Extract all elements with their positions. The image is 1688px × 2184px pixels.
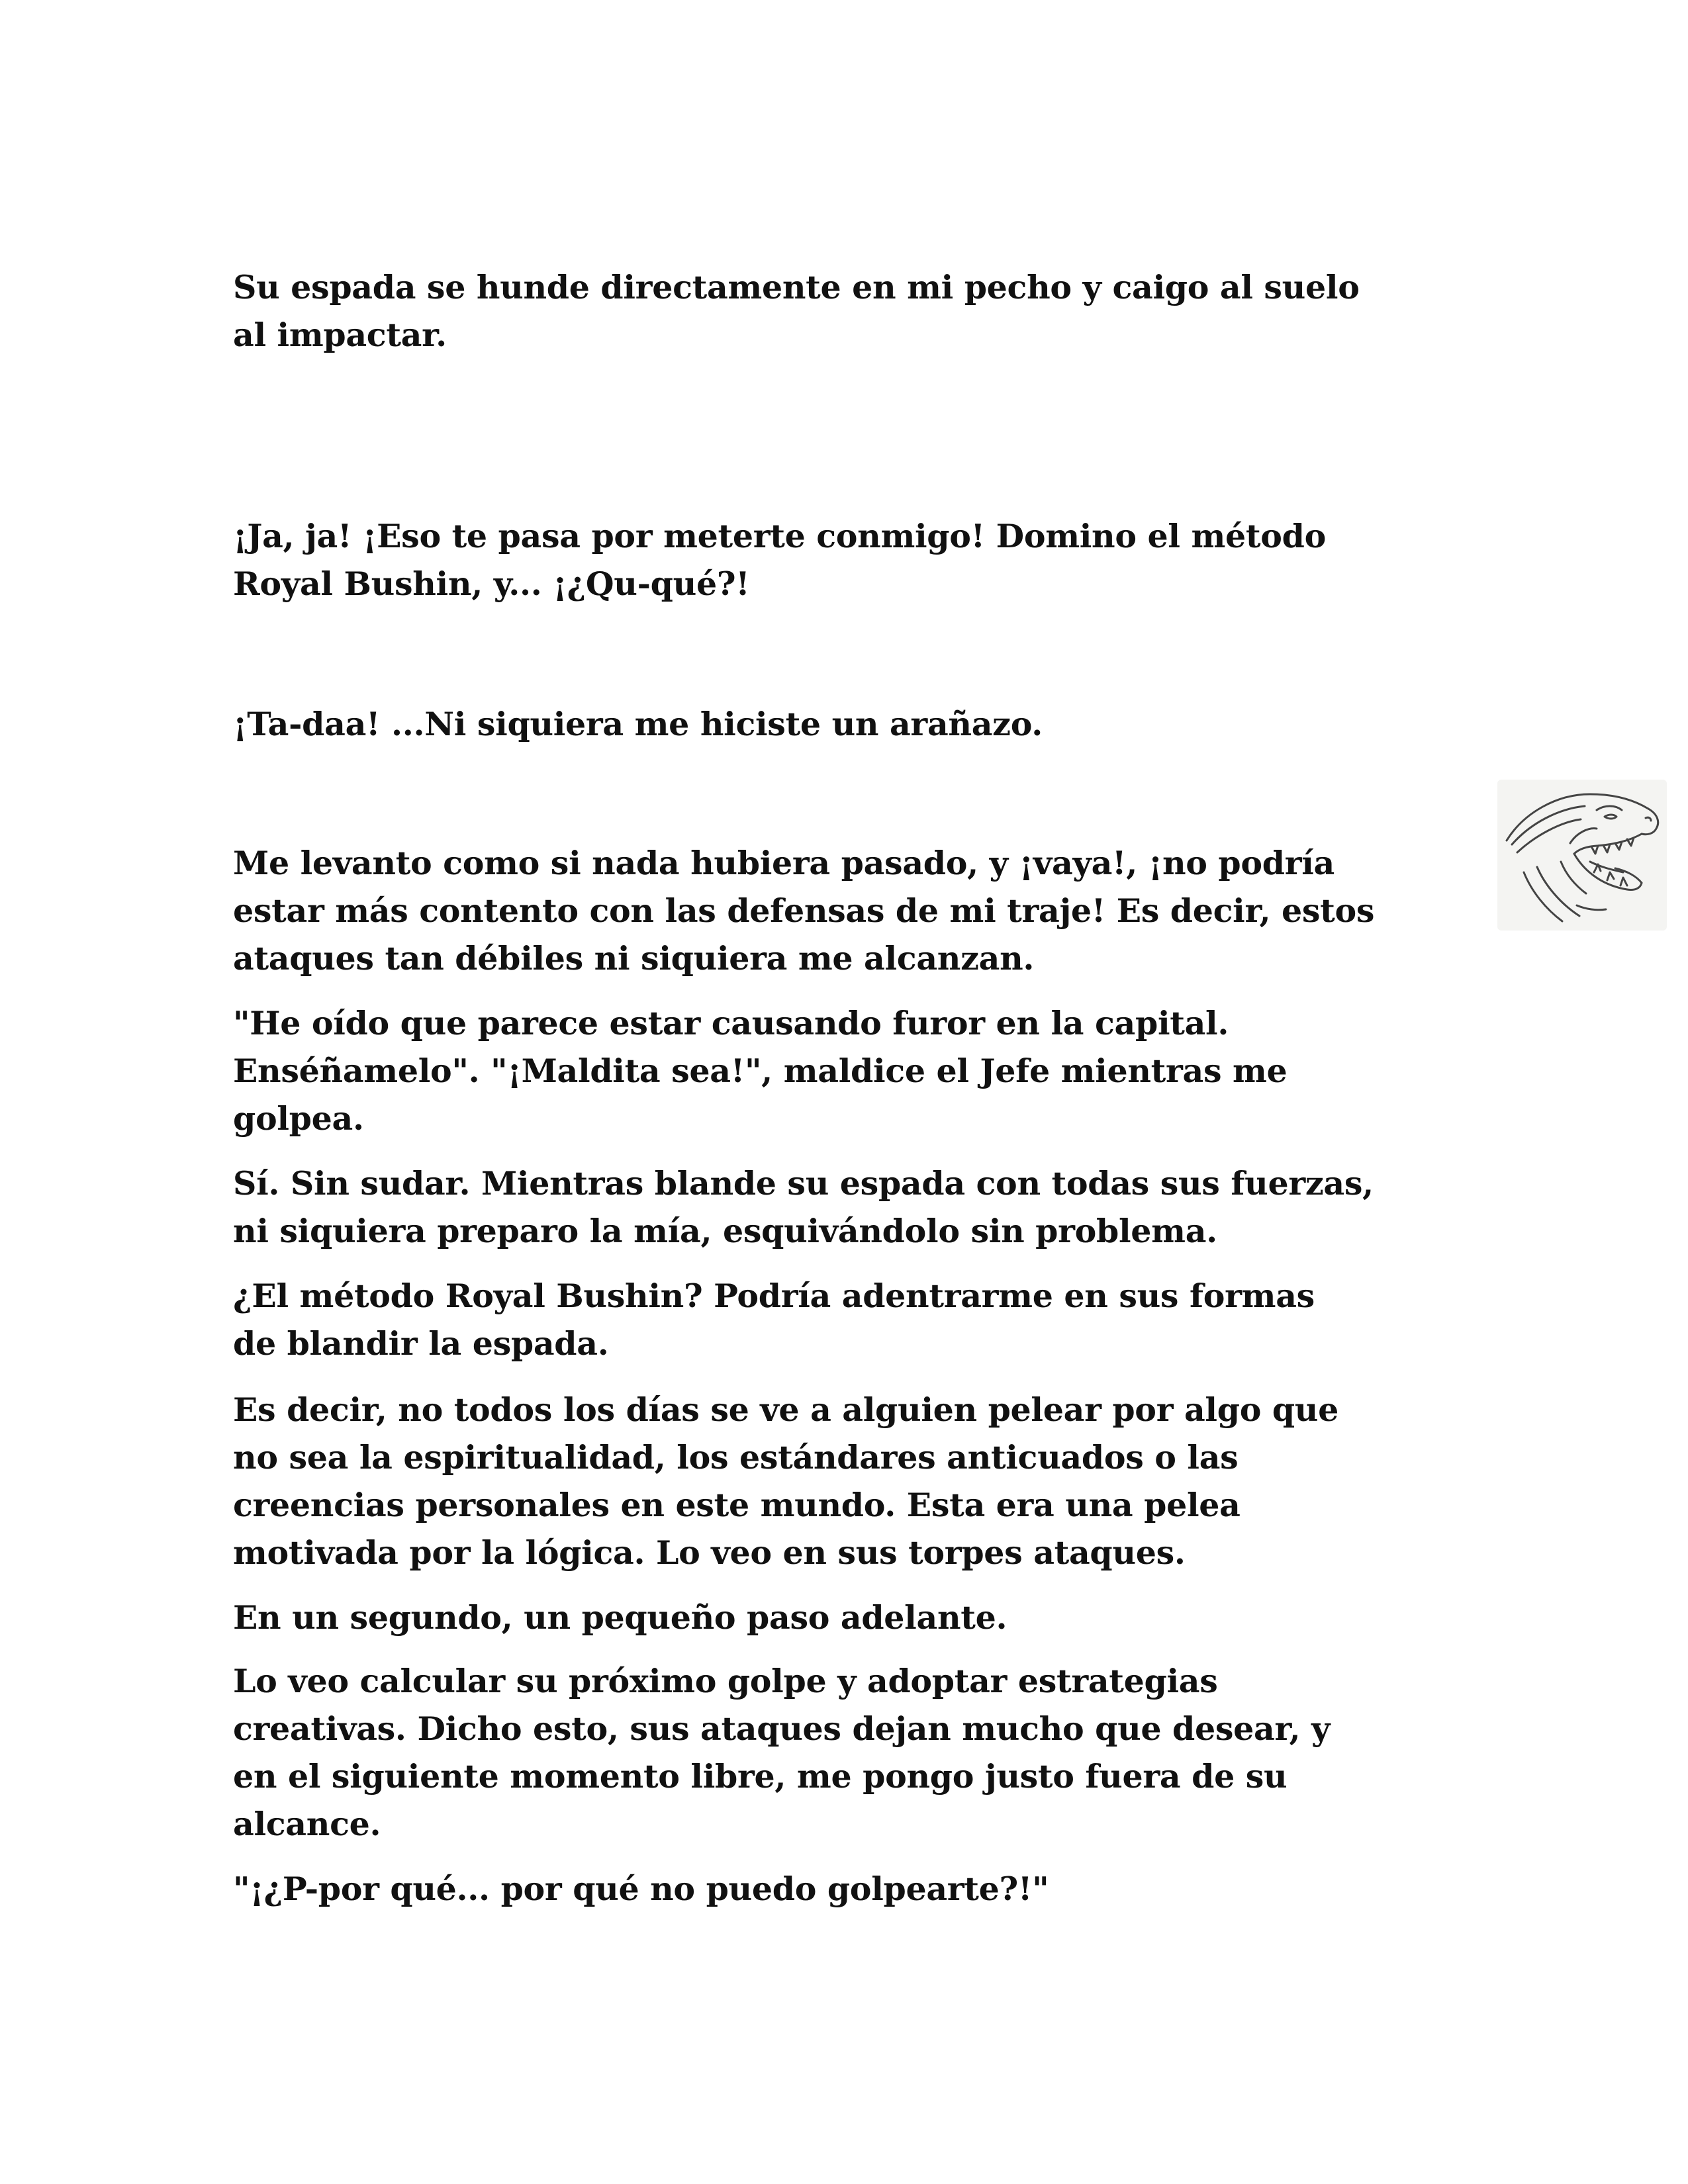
paragraph-9: En un segundo, un pequeño paso adelante.	[233, 1598, 1008, 1637]
paragraph-3: ¡Ta-daa! ...Ni siquiera me hiciste un arañazo.	[233, 705, 1043, 743]
paragraph-4: Me levanto como si nada hubiera pasado, y ¡vaya!, ¡no podría estar más contento con las defensas de mi traje! Es decir, estos ataques tan débiles ni siquiera me alcanzan.	[233, 844, 1375, 978]
paragraph-8: Es decir, no todos los días se ve a alguien pelear por algo que no sea la espiritualidad, los estándares anticuados o las creencias personales en este mundo. Esta era una pelea motivada por la lógica. Lo veo en sus torpes ataques.	[233, 1390, 1338, 1572]
dinosaur-head-sketch-icon	[1497, 780, 1667, 931]
paragraph-6: Sí. Sin sudar. Mientras blande su espada con todas sus fuerzas, ni siquiera preparo la mía, esquivándolo sin problema.	[233, 1164, 1374, 1250]
paragraph-11: "¡¿P-por qué... por qué no puedo golpearte?!"	[233, 1870, 1049, 1908]
paragraph-1: Su espada se hunde directamente en mi pecho y caigo al suelo al impactar.	[233, 268, 1360, 354]
paragraph-5: "He oído que parece estar causando furor en la capital. Enséñamelo". "¡Maldita sea!", maldice el Jefe mientras me golpea.	[233, 1004, 1288, 1138]
paragraph-10: Lo veo calcular su próximo golpe y adoptar estrategias creativas. Dicho esto, sus ataques dejan mucho que desear, y en el siguiente momento libre, me pongo justo fuera de su alcance.	[233, 1662, 1331, 1843]
paragraph-7: ¿El método Royal Bushin? Podría adentrarme en sus formas de blandir la espada.	[233, 1277, 1315, 1363]
paragraph-2: ¡Ja, ja! ¡Eso te pasa por meterte conmigo! Domino el método Royal Bushin, y... ¡¿Qu-qué?!	[233, 517, 1326, 603]
